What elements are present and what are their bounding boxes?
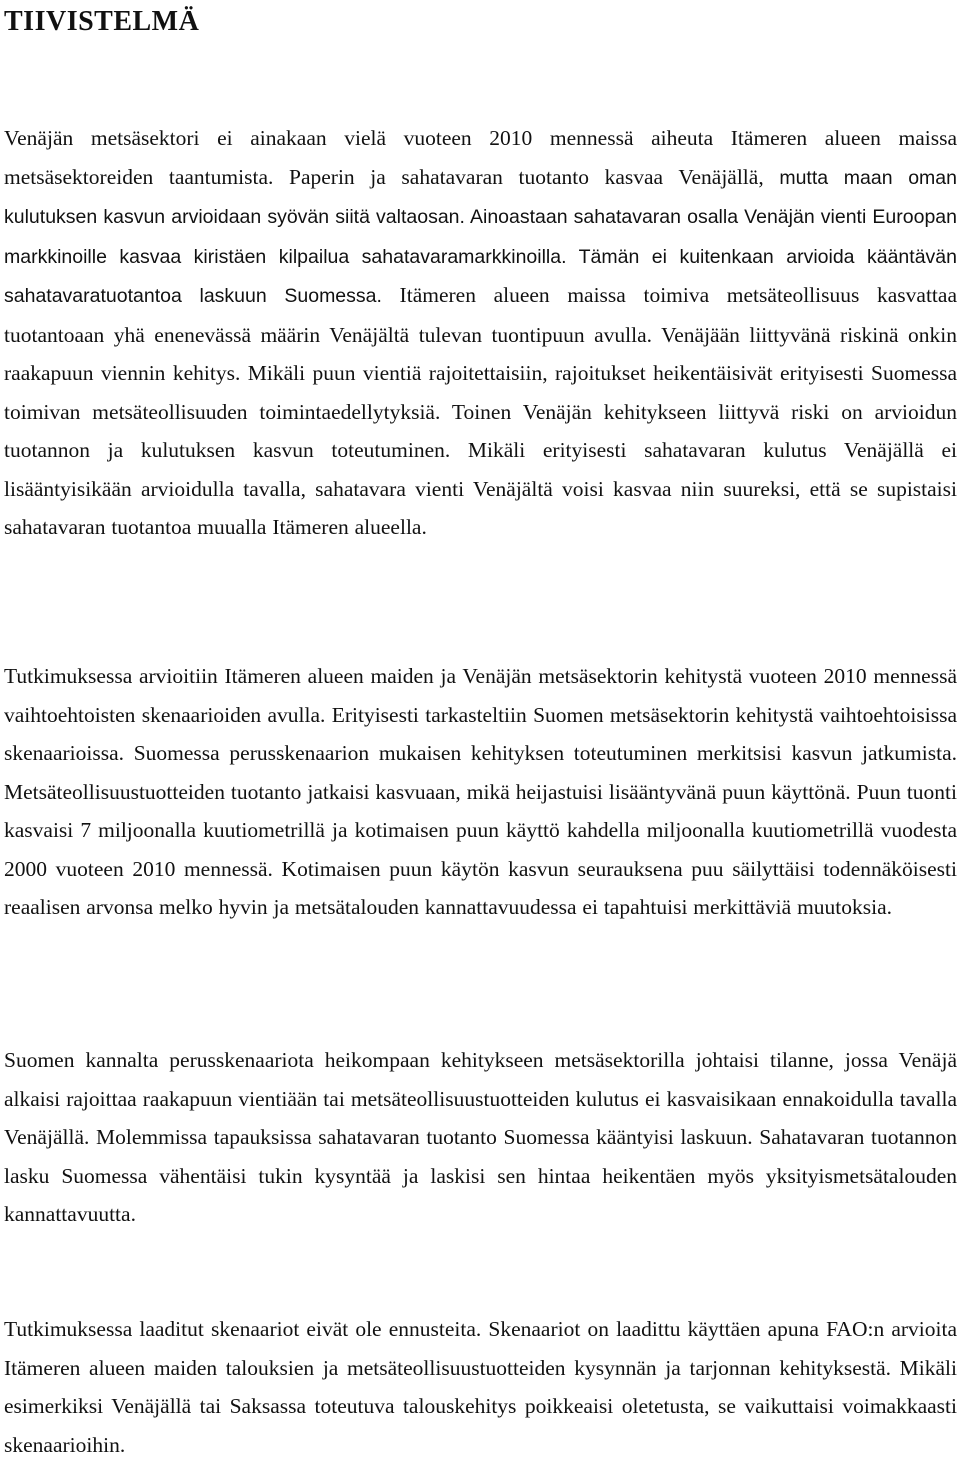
paragraph-3-segment-1: Suomen kannalta perusskenaariota heikompaan kehitykseen metsäsektorilla johtaisi tilanne, jossa Venäjä alkaisi rajoittaa raakapuun vientiään tai metsäteollisuustuotteiden kulutus ei kasvaisikaan ennakoidulla tavalla Venäjällä. Molemmissa tapauksissa sahatavaran tuotanto Suomessa kääntyisi laskuun. Sahatavaran tuotannon lasku Suomessa vähentäisi tukin kysyntää ja laskisi sen hintaa heikentäen myös yksityismetsätalouden kannattavuutta. bbox=[4, 1048, 957, 1226]
summary-paragraph-2 bbox=[4, 657, 957, 927]
paragraph-4-segment-1: Tutkimuksessa laaditut skenaariot eivät ole ennusteita. Skenaariot on laadittu käyttäen apuna FAO:n arvioita Itämeren alueen maiden talouksien ja metsäteollisuustuotteiden kysynnän ja tarjonnan kehityksestä. Mikäli esimerkiksi Venäjällä tai Saksassa toteutuva talouskehitys poikkeaisi oletetusta, se vaikuttaisi voimakkaasti skenaarioihin. bbox=[4, 1317, 957, 1457]
summary-paragraph-3 bbox=[4, 1041, 957, 1234]
summary-paragraph-1 bbox=[4, 119, 957, 547]
paragraph-2-segment-1: Tutkimuksessa arvioitiin Itämeren alueen maiden ja Venäjän metsäsektorin kehitystä vuoteen 2010 mennessä vaihtoehtoisten skenaarioiden avulla. Erityisesti tarkasteltiin Suomen metsäsektorin kehitystä vaihtoehtoisissa skenaarioissa. Suomessa perusskenaarion mukaisen kehityksen toteutuminen merkitsisi kasvun jatkumista. Metsäteollisuustuotteiden tuotanto jatkaisi kasvuaan, mikä heijastuisi lisääntyvänä puun käyttönä. Puun tuonti kasvaisi 7 miljoonalla kuutiometrillä ja kotimaisen puun käyttö kahdella miljoonalla kuutiometrillä vuodesta 2000 vuoteen 2010 mennessä. Kotimaisen puun käytön kasvun seurauksena puu säilyttäisi todennäköisesti reaalisen arvonsa melko hyvin ja metsätalouden kannattavuudessa ei tapahtuisi merkittäviä muutoksia. bbox=[4, 664, 957, 919]
paragraph-1-segment-2: mutta maan oman kulutuksen kasvun arvioidaan syövän siitä valtaosan. Ainoastaan sahatavaran osalla Venäjän vienti Euroopan markkinoille kasvaa kiristäen kilpailua sahatavaramarkkinoilla. Tämän ei kuitenkaan arvioida kääntävän sahatavaratuotantoa laskuun Suomessa. bbox=[4, 166, 957, 307]
paragraph-1-segment-1: Venäjän metsäsektori ei ainakaan vielä vuoteen 2010 mennessä aiheuta Itämeren alueen maissa metsäsektoreiden taantumista. Paperin ja sahatavaran tuotanto kasvaa Venäjällä, bbox=[4, 126, 957, 189]
paragraph-1-segment-3: Itämeren alueen maissa toimiva metsäteollisuus kasvattaa tuotantoaan yhä enenevässä määrin Venäjältä tulevan tuontipuun avulla. Venäjään liittyvänä riskinä onkin raakapuun viennin kehitys. Mikäli puun vientiä rajoitettaisiin, rajoitukset heikentäisivät erityisesti Suomessa toimivan metsäteollisuuden toimintaedellytyksiä. Toinen Venäjän kehitykseen liittyvä riski on arvioidun tuotannon ja kulutuksen kasvun toteutuminen. Mikäli erityisesti sahatavaran kulutus Venäjällä ei lisääntyisikään arvioidulla tavalla, sahatavara vienti Venäjältä voisi kasvaa niin suureksi, että se supistaisi sahatavaran tuotantoa muualla Itämeren alueella. bbox=[4, 283, 957, 539]
document-title: TIIVISTELMÄ bbox=[4, 6, 200, 37]
summary-paragraph-4 bbox=[4, 1310, 957, 1464]
